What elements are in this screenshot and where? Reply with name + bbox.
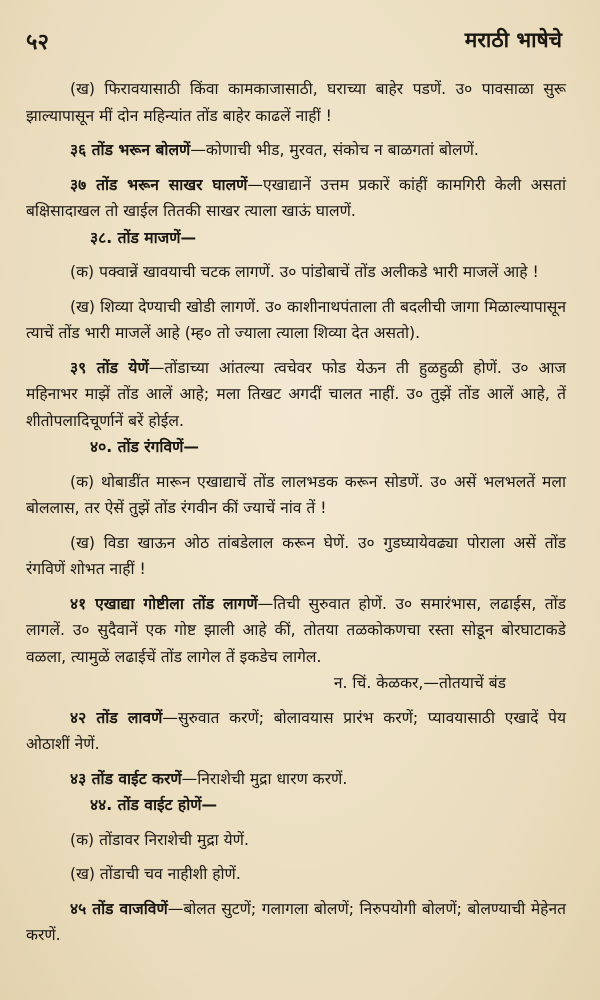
idiom-heading: ४४. तोंड वाईट होणें— (90, 796, 218, 814)
idiom-definition: —निराशेची मुद्रा धारण करणें. (181, 769, 348, 788)
idiom-definition: —तिची सुरुवात होणें. उ० समारंभास, लढाईस, तोंड लागलें. उ० सुदैवानें एक गोष्ट झाली आहे कीं, तोतया तळकोकणचा रस्ता सोडून बोरघाटाकडे वळला, त्यामुळें लढाईचें तोंड लागेल तें इकडेच लागेल. (26, 594, 567, 666)
idiom-definition: —बोलत सुटणें; गलागला बोलणें; निरुपयोगी बोलणें; बोलण्याची मेहेनत करणें. (26, 899, 566, 944)
idiom-term: ३९ तोंड येणें (70, 358, 149, 377)
page-number: ५२ (26, 30, 49, 55)
idiom-definition: —कोणाची भीड, मुरवत, संकोच न बाळगतां बोलणें. (190, 141, 479, 159)
idiom-sense: (क) तोंडावर निराशेची मुद्रा येणें. (70, 830, 249, 849)
idiom-entry (26, 137, 566, 164)
citation: न. चिं. केळकर,—तोतयाचें बंड (333, 674, 506, 692)
idiom-term: ३६ तोंड भरून बोलणें (70, 141, 191, 159)
idiom-entry (26, 591, 566, 671)
idiom-sense: (ख) तोंडाची चव नाहीशी होणें. (70, 865, 241, 883)
idiom-term: ४२ तोंड लावणें (70, 708, 163, 727)
idiom-definition: —तोंडाच्या आंतल्या त्वचेवर फोड येऊन ती हुळहुळी होणें. उ० आज महिनाभर माझें तोंड आलें आहे; मला तिखट अगदीं चालत नाहीं. उ० तुझें तोंड आलें आहे, तें शीतोपलादिचूर्णानें बरें होईल. (26, 358, 567, 430)
idiom-term: ३७ तोंड भरून साखर घालणें (70, 175, 248, 194)
idiom-definition: —एखाद्यानें उत्तम प्रकारें कांहीं कामगिरी केली असतां बक्षिसादाखल तो खाईल तितकी साखर त्याला खाऊं घालणें. (26, 175, 566, 220)
idiom-heading: ३८. तोंड माजणें— (90, 228, 197, 247)
idiom-sense: (ख) विडा खाऊन ओठ तांबडेलाल करून घेणें. उ० गुडघ्यायेवढ्या पोराला असें तोंड रंगविणें शोभत नाहीं ! (26, 533, 566, 578)
idiom-term: ४५ तोंड वाजविणें (70, 899, 168, 918)
idiom-sense: (क) पक्वान्नें खावयाची चटक लागणें. उ० पांडोबाचें तोंड अलीकडे भारी माजलें आहे ! (70, 263, 539, 281)
idiom-sense: (क) थोबाडींत मारून एखाद्याचें तोंड लालभडक करून सोडणें. उ० असें भलभलतें मला बोललास, तर ऐसें तुझें तोंड रंगवीन कीं ज्याचें नांव तें ! (26, 472, 566, 517)
idiom-definition: —सुरुवात करणें; बोलावयास प्रारंभ करणें; प्यावयासाठी एखादें पेय ओठाशीं नेणें. (26, 708, 566, 753)
idiom-entry (26, 355, 566, 435)
idiom-term: ४१ एखाद्या गोष्टीला तोंड लागणें (70, 594, 258, 613)
idiom-sense: (ख) शिव्या देण्याची खोडी लागणें. उ० काशीनाथपंताला ती बदलीची जागा मिळाल्यापासून त्याचें तोंड भारी माजलें आहे (म्ह० तो ज्याला त्याला शिव्या देत असतो). (26, 297, 566, 342)
idiom-entry (26, 172, 566, 225)
idiom-heading: ४०. तोंड रंगविणें— (90, 438, 200, 456)
idiom-entry (26, 705, 566, 758)
idiom-entry (26, 766, 566, 793)
page-body (26, 76, 566, 949)
idiom-sense: (ख) फिरावयासाठी किंवा कामकाजासाठी, घराच्या बाहेर पडणें. उ० पावसाळा सुरू झाल्यापासून मीं दोन महिन्यांत तोंड बाहेर काढलें नाहीं ! (26, 80, 566, 125)
idiom-term: ४३ तोंड वाईट करणें (70, 769, 182, 788)
idiom-entry (26, 896, 566, 949)
page-header (26, 26, 566, 68)
running-title: मराठी भाषेचे (464, 28, 562, 52)
